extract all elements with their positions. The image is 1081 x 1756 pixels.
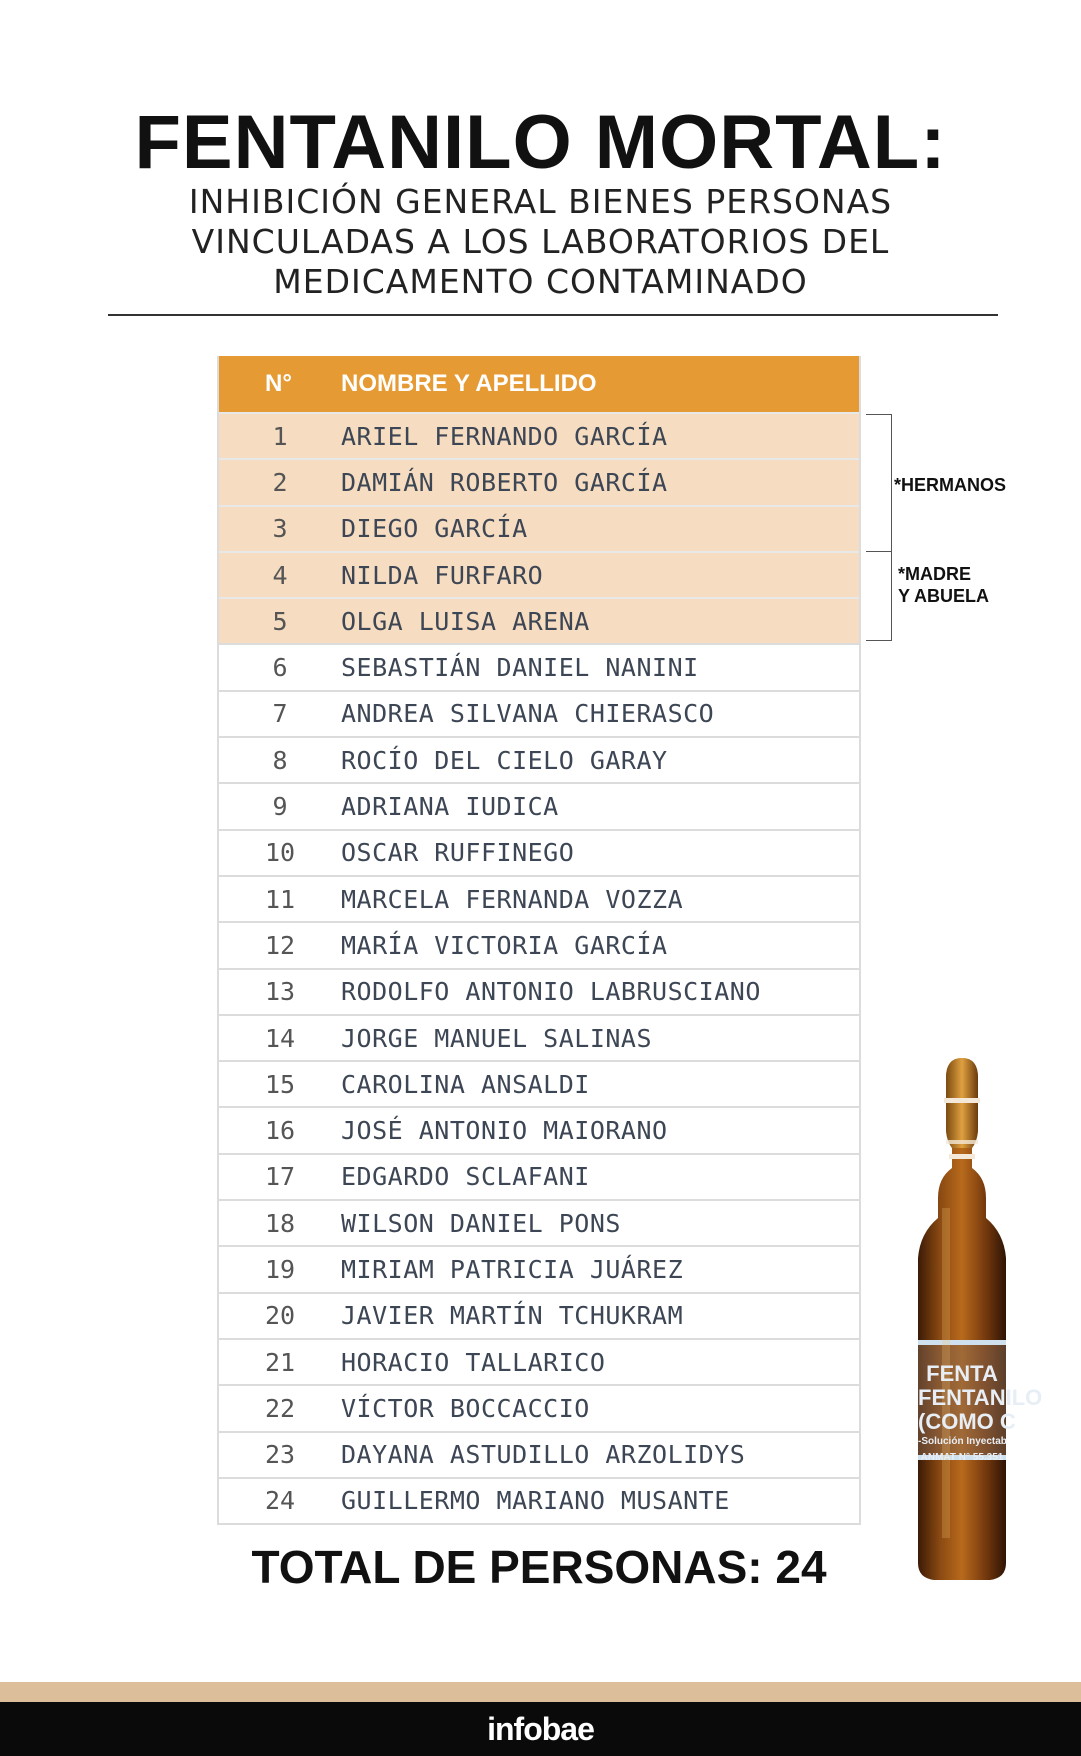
row-name: ADRIANA IUDICA <box>341 792 559 822</box>
row-name: GUILLERMO MARIANO MUSANTE <box>341 1486 730 1516</box>
table-row <box>219 1338 859 1384</box>
row-name: EDGARDO SCLAFANI <box>341 1162 590 1192</box>
divider <box>108 314 998 316</box>
row-number: 2 <box>272 467 288 497</box>
row-number: 14 <box>264 1023 296 1053</box>
table-row <box>219 551 859 597</box>
row-number: 10 <box>264 838 296 868</box>
row-number: 8 <box>272 745 288 775</box>
table-row <box>219 875 859 921</box>
vial-label <box>918 1361 1043 1466</box>
row-name: OSCAR RUFFINEGO <box>341 838 575 868</box>
table-row <box>219 782 859 828</box>
table-row <box>219 597 859 643</box>
row-number: 17 <box>264 1162 296 1192</box>
row-name: ROCÍO DEL CIELO GARAY <box>341 745 668 775</box>
row-name: HORACIO TALLARICO <box>341 1347 606 1377</box>
mother-note-line: *MADRE <box>898 564 972 584</box>
row-name: CAROLINA ANSALDI <box>341 1069 590 1099</box>
mother-note <box>898 563 989 607</box>
row-number: 5 <box>272 606 288 636</box>
row-number: 21 <box>264 1347 296 1377</box>
row-number: 3 <box>272 514 288 544</box>
table-body <box>219 412 859 1523</box>
footer <box>0 1702 1081 1756</box>
siblings-note: *HERMANOS <box>894 475 1007 495</box>
row-number: 1 <box>272 421 288 451</box>
row-number: 18 <box>264 1208 296 1238</box>
row-name: JOSÉ ANTONIO MAIORANO <box>341 1116 668 1146</box>
people-table <box>217 356 861 1525</box>
vial-label-line: FENTA <box>926 1361 998 1386</box>
row-name: NILDA FURFARO <box>341 560 544 590</box>
row-name: MARÍA VICTORIA GARCÍA <box>341 930 668 960</box>
row-name: JORGE MANUEL SALINAS <box>341 1023 653 1053</box>
vial-label-line: (COMO C <box>918 1409 1016 1434</box>
row-name: RODOLFO ANTONIO LABRUSCIANO <box>341 977 761 1007</box>
mother-note-line: Y ABUELA <box>898 586 990 606</box>
row-number: 16 <box>264 1116 296 1146</box>
page-title: FENTANILO MORTAL: <box>134 100 947 185</box>
row-number: 23 <box>264 1440 296 1470</box>
subtitle-line: INHIBICIÓN GENERAL BIENES PERSONAS <box>188 182 893 221</box>
table-row <box>219 505 859 551</box>
row-number: 15 <box>264 1069 296 1099</box>
table-row <box>219 1477 859 1523</box>
table-row <box>219 1431 859 1477</box>
row-number: 13 <box>264 977 296 1007</box>
table-row <box>219 921 859 967</box>
row-number: 12 <box>264 930 296 960</box>
row-name: VÍCTOR BOCCACCIO <box>341 1393 590 1423</box>
table-header <box>219 356 859 412</box>
infobae-logo: infobae <box>487 1710 594 1747</box>
row-number: 6 <box>272 653 288 683</box>
siblings-bracket <box>866 414 892 552</box>
vial-label-line: -Solución Inyectab <box>918 1436 1007 1447</box>
row-name: DAMIÁN ROBERTO GARCÍA <box>341 467 668 497</box>
page-subtitle <box>0 182 1081 302</box>
column-header-number: N° <box>265 370 292 397</box>
column-header-name: NOMBRE Y APELLIDO <box>341 370 597 397</box>
row-name: MARCELA FERNANDA VOZZA <box>341 884 684 914</box>
fentanyl-vial-image <box>902 1058 1043 1588</box>
row-name: OLGA LUISA ARENA <box>341 606 590 636</box>
table-row <box>219 643 859 689</box>
table-row <box>219 690 859 736</box>
table-row <box>219 1199 859 1245</box>
row-number: 11 <box>264 884 296 914</box>
row-name: JAVIER MARTÍN TCHUKRAM <box>341 1301 684 1331</box>
table-row <box>219 829 859 875</box>
row-number: 7 <box>272 699 288 729</box>
table-row <box>219 1014 859 1060</box>
table-row <box>219 1060 859 1106</box>
row-number: 9 <box>272 792 288 822</box>
table-row <box>219 1245 859 1291</box>
table-row <box>219 1153 859 1199</box>
row-number: 22 <box>264 1393 296 1423</box>
row-name: ARIEL FERNANDO GARCÍA <box>341 421 668 451</box>
footer-band <box>0 1682 1081 1702</box>
row-name: WILSON DANIEL PONS <box>341 1208 621 1238</box>
table-row <box>219 1106 859 1152</box>
row-number: 24 <box>264 1486 296 1516</box>
mother-bracket <box>866 551 892 641</box>
row-name: ANDREA SILVANA CHIERASCO <box>341 699 715 729</box>
row-name: SEBASTIÁN DANIEL NANINI <box>341 653 699 683</box>
table-row <box>219 736 859 782</box>
table-row <box>219 458 859 504</box>
table-row <box>219 1384 859 1430</box>
total-count: TOTAL DE PERSONAS: 24 <box>251 1541 827 1593</box>
table-row <box>219 1292 859 1338</box>
row-name: DAYANA ASTUDILLO ARZOLIDYS <box>341 1440 746 1470</box>
table-row <box>219 412 859 458</box>
row-name: MIRIAM PATRICIA JUÁREZ <box>341 1254 684 1284</box>
vial-label-line: FENTANILO <box>918 1385 1043 1410</box>
row-name: DIEGO GARCÍA <box>341 514 528 544</box>
row-number: 19 <box>264 1254 296 1284</box>
vial-label-line: ANMAT N° 55.351 <box>920 1452 1004 1463</box>
table-row <box>219 968 859 1014</box>
subtitle-line: MEDICAMENTO CONTAMINADO <box>273 262 808 301</box>
subtitle-line: VINCULADAS A LOS LABORATORIOS DEL <box>191 222 890 261</box>
row-number: 20 <box>264 1301 296 1331</box>
row-number: 4 <box>272 560 288 590</box>
